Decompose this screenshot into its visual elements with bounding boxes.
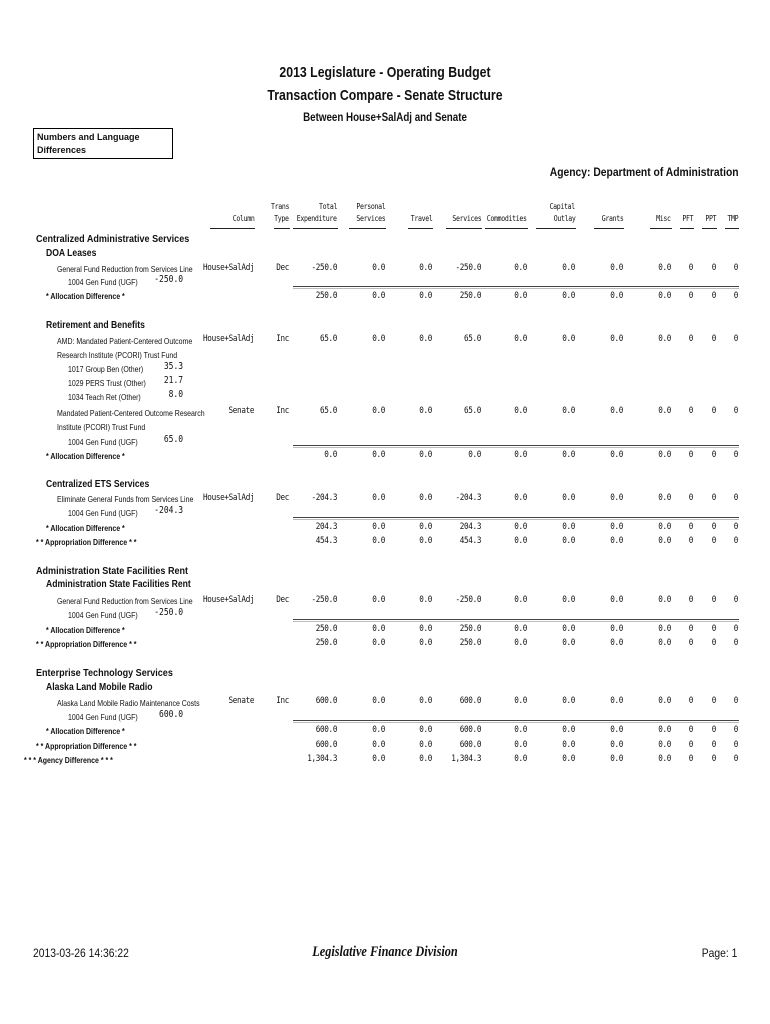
- cell-ps: 0.0: [372, 291, 385, 301]
- fund-amount: -204.3: [154, 505, 183, 516]
- cell-misc: 0.0: [658, 334, 671, 344]
- cell-grants: 0.0: [610, 696, 623, 706]
- cell-travel: 0.0: [419, 493, 432, 503]
- column-header-services: Services: [452, 214, 481, 223]
- subtotal-separator: [293, 447, 739, 448]
- cell-type: Inc: [276, 696, 289, 706]
- cell-commod: 0.0: [514, 406, 527, 416]
- agency-difference-label: * * * Agency Difference * * *: [24, 755, 113, 765]
- cell-misc: 0.0: [658, 406, 671, 416]
- cell-ppt: 0: [711, 334, 716, 344]
- cell-commod: 0.0: [514, 536, 527, 546]
- cell-travel: 0.0: [419, 638, 432, 648]
- cell-ppt: 0: [711, 522, 716, 532]
- cell-travel: 0.0: [419, 740, 432, 750]
- cell-tmp: 0: [733, 754, 738, 764]
- cell-capital: 0.0: [562, 522, 575, 532]
- cell-ppt: 0: [711, 536, 716, 546]
- transaction-description: Institute (PCORI) Trust Fund: [57, 422, 146, 432]
- cell-total: 1,304.3: [307, 754, 337, 764]
- print-timestamp: 2013-03-26 14:36:22: [33, 946, 129, 960]
- cell-commod: 0.0: [514, 595, 527, 605]
- cell-tmp: 0: [733, 536, 738, 546]
- cell-pft: 0: [688, 536, 693, 546]
- cell-services: 65.0: [463, 406, 481, 416]
- cell-pft: 0: [688, 696, 693, 706]
- column-header-pft: PFT: [682, 214, 693, 223]
- column-header-underline: [210, 228, 255, 229]
- cell-travel: 0.0: [419, 334, 432, 344]
- column-header-underline: [446, 228, 482, 229]
- cell-ppt: 0: [711, 291, 716, 301]
- cell-tmp: 0: [733, 624, 738, 634]
- cell-ppt: 0: [711, 696, 716, 706]
- cell-commod: 0.0: [514, 754, 527, 764]
- cell-capital: 0.0: [562, 638, 575, 648]
- cell-column: House+SalAdj: [202, 493, 254, 503]
- cell-ppt: 0: [711, 624, 716, 634]
- cell-grants: 0.0: [610, 522, 623, 532]
- cell-total: 250.0: [315, 638, 337, 648]
- fund-amount: -250.0: [154, 607, 183, 618]
- cell-ps: 0.0: [372, 595, 385, 605]
- cell-ps: 0.0: [372, 450, 385, 460]
- cell-capital: 0.0: [562, 624, 575, 634]
- cell-commod: 0.0: [514, 725, 527, 735]
- cell-column: Senate: [228, 696, 254, 706]
- column-header-underline: [485, 228, 528, 229]
- cell-tmp: 0: [733, 522, 738, 532]
- cell-services: -204.3: [455, 493, 481, 503]
- column-header-grants: Grants: [601, 214, 623, 223]
- cell-ps: 0.0: [372, 638, 385, 648]
- cell-capital: 0.0: [562, 740, 575, 750]
- transaction-description: General Fund Reduction from Services Line: [57, 596, 193, 606]
- cell-commod: 0.0: [514, 696, 527, 706]
- cell-grants: 0.0: [610, 263, 623, 273]
- cell-capital: 0.0: [562, 263, 575, 273]
- cell-tmp: 0: [733, 740, 738, 750]
- column-header-ps: Services: [356, 214, 385, 223]
- report-title: 2013 Legislature - Operating Budget: [279, 64, 491, 81]
- cell-travel: 0.0: [419, 406, 432, 416]
- column-header-ppt: PPT: [705, 214, 716, 223]
- column-header-underline: [349, 228, 386, 229]
- cell-commod: 0.0: [514, 638, 527, 648]
- cell-capital: 0.0: [562, 450, 575, 460]
- cell-ps: 0.0: [372, 406, 385, 416]
- cell-capital: 0.0: [562, 493, 575, 503]
- cell-tmp: 0: [733, 406, 738, 416]
- transaction-description: Mandated Patient-Centered Outcome Research: [57, 408, 205, 418]
- cell-services: 0.0: [468, 450, 481, 460]
- column-header-misc: Misc: [656, 214, 671, 223]
- column-header-underline: [408, 228, 433, 229]
- cell-pft: 0: [688, 754, 693, 764]
- cell-misc: 0.0: [658, 263, 671, 273]
- fund-source: 1034 Teach Ret (Other): [68, 392, 141, 402]
- subsection-heading: Alaska Land Mobile Radio: [46, 682, 153, 693]
- subsection-heading: DOA Leases: [46, 248, 97, 259]
- section-heading: Centralized ETS Services: [46, 479, 150, 490]
- cell-ps: 0.0: [372, 522, 385, 532]
- cell-tmp: 0: [733, 696, 738, 706]
- subtotal-separator: [293, 445, 739, 446]
- agency-label: Agency: Department of Administration: [550, 165, 739, 179]
- fund-amount: 8.0: [168, 389, 183, 400]
- fund-source: 1004 Gen Fund (UGF): [68, 610, 138, 620]
- cell-misc: 0.0: [658, 536, 671, 546]
- subtotal-separator: [293, 722, 739, 723]
- cell-total: -250.0: [311, 263, 337, 273]
- cell-tmp: 0: [733, 291, 738, 301]
- fund-amount: -250.0: [154, 274, 183, 285]
- cell-total: 600.0: [315, 696, 337, 706]
- column-header-underline: [536, 228, 576, 229]
- fund-source: 1004 Gen Fund (UGF): [68, 437, 138, 447]
- cell-pft: 0: [688, 334, 693, 344]
- column-header-type: Type: [274, 214, 289, 223]
- column-header-capital: Outlay: [553, 214, 575, 223]
- difference-type-box: Numbers and Language Differences: [33, 128, 173, 159]
- cell-ps: 0.0: [372, 740, 385, 750]
- appropriation-difference-label: * * Appropriation Difference * *: [36, 741, 137, 751]
- cell-ppt: 0: [711, 493, 716, 503]
- cell-grants: 0.0: [610, 740, 623, 750]
- cell-grants: 0.0: [610, 406, 623, 416]
- cell-pft: 0: [688, 725, 693, 735]
- cell-travel: 0.0: [419, 522, 432, 532]
- cell-misc: 0.0: [658, 696, 671, 706]
- column-header-commod: Commodities: [487, 214, 527, 223]
- column-header-underline: [725, 228, 739, 229]
- transaction-description: General Fund Reduction from Services Line: [57, 264, 193, 274]
- cell-tmp: 0: [733, 638, 738, 648]
- appropriation-difference-label: * * Appropriation Difference * *: [36, 537, 137, 547]
- cell-ps: 0.0: [372, 334, 385, 344]
- cell-misc: 0.0: [658, 754, 671, 764]
- cell-pft: 0: [688, 522, 693, 532]
- cell-commod: 0.0: [514, 624, 527, 634]
- cell-services: 600.0: [459, 696, 481, 706]
- subtotal-separator: [293, 286, 739, 287]
- cell-pft: 0: [688, 450, 693, 460]
- cell-grants: 0.0: [610, 725, 623, 735]
- cell-travel: 0.0: [419, 595, 432, 605]
- page-number: Page: 1: [701, 946, 737, 960]
- transaction-description: Research Institute (PCORI) Trust Fund: [57, 350, 178, 360]
- cell-type: Dec: [276, 595, 289, 605]
- allocation-difference-label: * Allocation Difference *: [46, 451, 125, 461]
- column-header-ps: Personal: [356, 202, 385, 211]
- subtotal-separator: [293, 619, 739, 620]
- cell-ppt: 0: [711, 725, 716, 735]
- column-header-underline: [594, 228, 624, 229]
- cell-ppt: 0: [711, 450, 716, 460]
- cell-capital: 0.0: [562, 334, 575, 344]
- cell-capital: 0.0: [562, 696, 575, 706]
- cell-type: Dec: [276, 263, 289, 273]
- transaction-description: Alaska Land Mobile Radio Maintenance Costs: [57, 698, 200, 708]
- allocation-difference-label: * Allocation Difference *: [46, 523, 125, 533]
- column-header-type: Trans: [270, 202, 289, 211]
- transaction-description: Eliminate General Funds from Services Line: [57, 494, 194, 504]
- column-header-total: Total: [318, 202, 337, 211]
- cell-ppt: 0: [711, 595, 716, 605]
- column-header-travel: Travel: [410, 214, 432, 223]
- cell-ps: 0.0: [372, 624, 385, 634]
- cell-capital: 0.0: [562, 725, 575, 735]
- cell-tmp: 0: [733, 493, 738, 503]
- cell-services: 1,304.3: [451, 754, 481, 764]
- cell-services: 204.3: [459, 522, 481, 532]
- cell-pft: 0: [688, 406, 693, 416]
- allocation-difference-label: * Allocation Difference *: [46, 625, 125, 635]
- appropriation-difference-label: * * Appropriation Difference * *: [36, 639, 137, 649]
- cell-type: Inc: [276, 334, 289, 344]
- cell-ps: 0.0: [372, 725, 385, 735]
- cell-services: 65.0: [463, 334, 481, 344]
- cell-travel: 0.0: [419, 263, 432, 273]
- cell-misc: 0.0: [658, 740, 671, 750]
- cell-travel: 0.0: [419, 725, 432, 735]
- cell-column: House+SalAdj: [202, 263, 254, 273]
- cell-total: 600.0: [315, 740, 337, 750]
- cell-commod: 0.0: [514, 334, 527, 344]
- fund-source: 1004 Gen Fund (UGF): [68, 277, 138, 287]
- section-heading: Centralized Administrative Services: [36, 233, 190, 245]
- cell-pft: 0: [688, 638, 693, 648]
- cell-commod: 0.0: [514, 263, 527, 273]
- subtotal-separator: [293, 720, 739, 721]
- subsection-heading: Retirement and Benefits: [46, 320, 145, 331]
- cell-type: Dec: [276, 493, 289, 503]
- cell-tmp: 0: [733, 334, 738, 344]
- cell-grants: 0.0: [610, 536, 623, 546]
- cell-total: 600.0: [315, 725, 337, 735]
- cell-total: 454.3: [315, 536, 337, 546]
- cell-grants: 0.0: [610, 638, 623, 648]
- cell-total: 65.0: [319, 334, 337, 344]
- column-header-total: Expenditure: [297, 214, 337, 223]
- cell-misc: 0.0: [658, 522, 671, 532]
- cell-services: 250.0: [459, 291, 481, 301]
- fund-amount: 35.3: [163, 361, 183, 372]
- section-heading: Enterprise Technology Services: [36, 667, 173, 679]
- section-heading: Administration State Facilities Rent: [36, 565, 189, 577]
- cell-type: Inc: [276, 406, 289, 416]
- column-header-underline: [702, 228, 717, 229]
- column-header-column: Column: [232, 214, 254, 223]
- cell-misc: 0.0: [658, 595, 671, 605]
- fund-source: 1004 Gen Fund (UGF): [68, 508, 138, 518]
- division-name: Legislative Finance Division: [312, 944, 458, 960]
- cell-ppt: 0: [711, 406, 716, 416]
- fund-amount: 65.0: [163, 434, 183, 445]
- cell-ps: 0.0: [372, 263, 385, 273]
- cell-ppt: 0: [711, 263, 716, 273]
- cell-ps: 0.0: [372, 493, 385, 503]
- fund-source: 1004 Gen Fund (UGF): [68, 712, 138, 722]
- subtotal-separator: [293, 517, 739, 518]
- column-header-underline: [650, 228, 672, 229]
- column-header-underline: [680, 228, 694, 229]
- cell-total: -204.3: [311, 493, 337, 503]
- subsection-heading: Administration State Facilities Rent: [46, 579, 191, 590]
- cell-total: 250.0: [315, 624, 337, 634]
- allocation-difference-label: * Allocation Difference *: [46, 291, 125, 301]
- cell-commod: 0.0: [514, 522, 527, 532]
- subtotal-separator: [293, 621, 739, 622]
- cell-services: 250.0: [459, 638, 481, 648]
- column-header-capital: Capital: [549, 202, 575, 211]
- cell-travel: 0.0: [419, 754, 432, 764]
- cell-misc: 0.0: [658, 291, 671, 301]
- cell-capital: 0.0: [562, 406, 575, 416]
- cell-ppt: 0: [711, 740, 716, 750]
- cell-total: 65.0: [319, 406, 337, 416]
- cell-capital: 0.0: [562, 291, 575, 301]
- cell-services: 600.0: [459, 740, 481, 750]
- cell-tmp: 0: [733, 725, 738, 735]
- allocation-difference-label: * Allocation Difference *: [46, 726, 125, 736]
- cell-pft: 0: [688, 291, 693, 301]
- cell-commod: 0.0: [514, 493, 527, 503]
- cell-total: 204.3: [315, 522, 337, 532]
- cell-grants: 0.0: [610, 450, 623, 460]
- fund-amount: 21.7: [163, 375, 183, 386]
- cell-grants: 0.0: [610, 754, 623, 764]
- cell-grants: 0.0: [610, 595, 623, 605]
- cell-misc: 0.0: [658, 624, 671, 634]
- cell-commod: 0.0: [514, 450, 527, 460]
- cell-services: -250.0: [455, 595, 481, 605]
- cell-ps: 0.0: [372, 696, 385, 706]
- cell-column: House+SalAdj: [202, 595, 254, 605]
- cell-total: 250.0: [315, 291, 337, 301]
- cell-commod: 0.0: [514, 291, 527, 301]
- cell-services: -250.0: [455, 263, 481, 273]
- cell-column: House+SalAdj: [202, 334, 254, 344]
- cell-tmp: 0: [733, 450, 738, 460]
- cell-services: 454.3: [459, 536, 481, 546]
- cell-column: Senate: [228, 406, 254, 416]
- cell-services: 600.0: [459, 725, 481, 735]
- subtotal-separator: [293, 288, 739, 289]
- fund-amount: 600.0: [158, 709, 183, 720]
- cell-capital: 0.0: [562, 536, 575, 546]
- cell-grants: 0.0: [610, 493, 623, 503]
- cell-capital: 0.0: [562, 754, 575, 764]
- cell-pft: 0: [688, 740, 693, 750]
- cell-misc: 0.0: [658, 493, 671, 503]
- cell-misc: 0.0: [658, 725, 671, 735]
- cell-tmp: 0: [733, 595, 738, 605]
- cell-ppt: 0: [711, 754, 716, 764]
- cell-ppt: 0: [711, 638, 716, 648]
- fund-source: 1017 Group Ben (Other): [68, 364, 144, 374]
- cell-misc: 0.0: [658, 638, 671, 648]
- cell-grants: 0.0: [610, 624, 623, 634]
- transaction-description: AMD: Mandated Patient-Centered Outcome: [57, 336, 193, 346]
- cell-total: 0.0: [324, 450, 337, 460]
- cell-pft: 0: [688, 493, 693, 503]
- cell-tmp: 0: [733, 263, 738, 273]
- cell-travel: 0.0: [419, 536, 432, 546]
- cell-grants: 0.0: [610, 334, 623, 344]
- fund-source: 1029 PERS Trust (Other): [68, 378, 146, 388]
- column-header-underline: [293, 228, 338, 229]
- comparison-label: Between House+SalAdj and Senate: [303, 112, 467, 124]
- report-subtitle: Transaction Compare - Senate Structure: [267, 87, 503, 104]
- cell-pft: 0: [688, 263, 693, 273]
- cell-travel: 0.0: [419, 291, 432, 301]
- cell-grants: 0.0: [610, 291, 623, 301]
- subtotal-separator: [293, 519, 739, 520]
- cell-pft: 0: [688, 595, 693, 605]
- cell-ps: 0.0: [372, 536, 385, 546]
- cell-travel: 0.0: [419, 624, 432, 634]
- cell-ps: 0.0: [372, 754, 385, 764]
- cell-capital: 0.0: [562, 595, 575, 605]
- cell-commod: 0.0: [514, 740, 527, 750]
- column-header-tmp: TMP: [727, 214, 738, 223]
- cell-travel: 0.0: [419, 450, 432, 460]
- column-header-underline: [274, 228, 290, 229]
- cell-misc: 0.0: [658, 450, 671, 460]
- cell-travel: 0.0: [419, 696, 432, 706]
- cell-total: -250.0: [311, 595, 337, 605]
- cell-services: 250.0: [459, 624, 481, 634]
- cell-pft: 0: [688, 624, 693, 634]
